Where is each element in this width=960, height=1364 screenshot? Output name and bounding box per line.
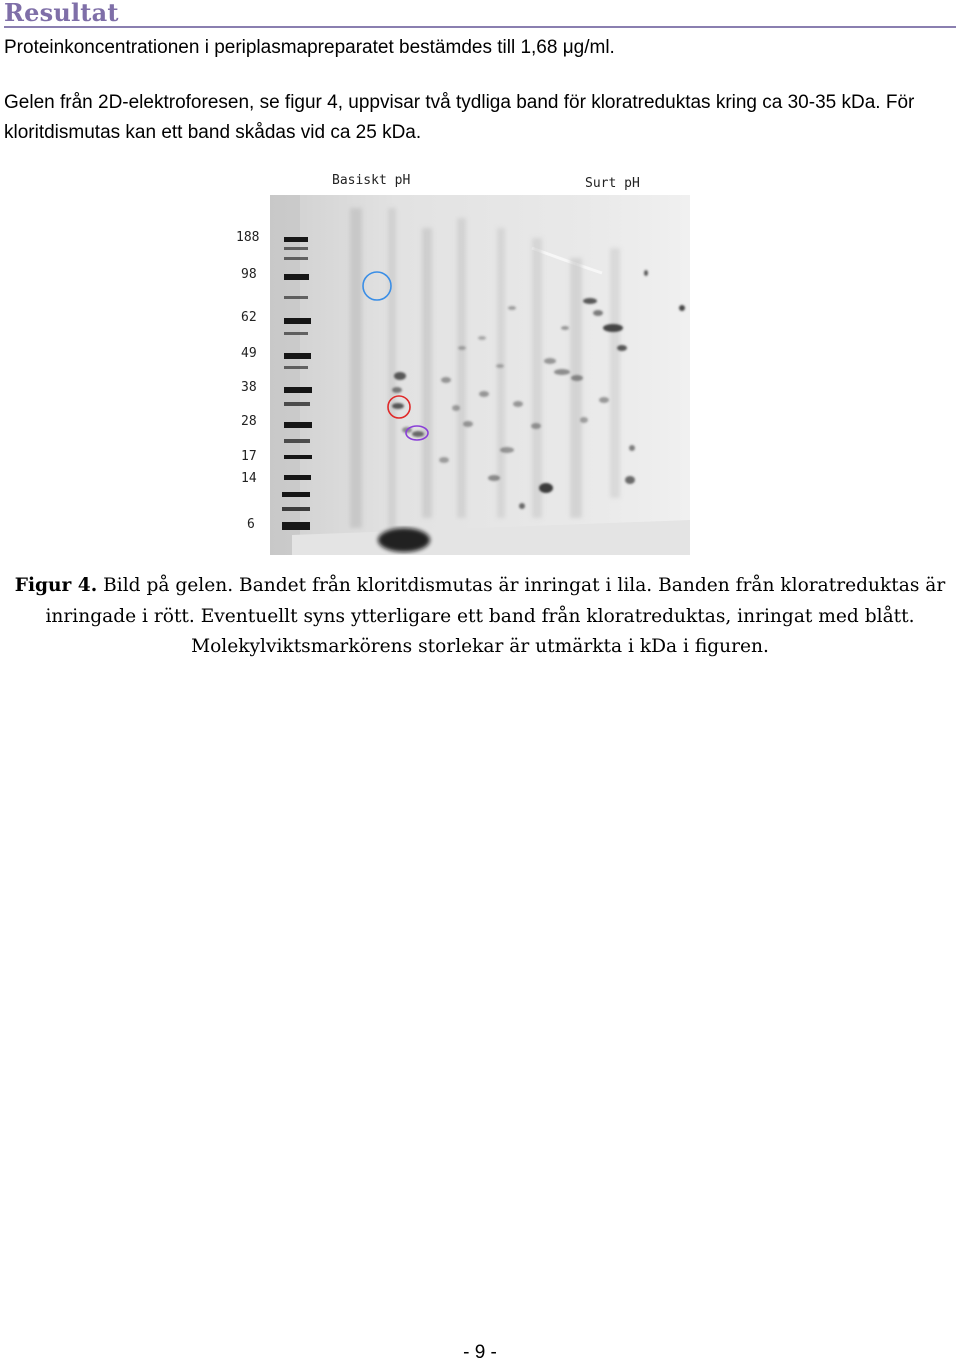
caption-label: Figur 4. — [14, 575, 98, 596]
marker-label: 14 — [241, 471, 257, 486]
gel-image — [232, 168, 692, 558]
caption-line-1-text: Bild på gelen. Bandet från kloritdismutas är inringat i lila. Banden från kloratreduktas är — [97, 575, 946, 596]
gel-figure — [232, 168, 692, 558]
figure-caption — [0, 571, 960, 663]
acid-ph-label: Surt pH — [585, 176, 640, 191]
marker-label: 62 — [241, 310, 257, 325]
marker-label: 38 — [241, 380, 257, 395]
caption-line-2: inringade i rött. Eventuellt syns ytterligare ett band från kloratreduktas, inringat med blått. — [45, 605, 915, 627]
marker-label: 6 — [247, 517, 255, 532]
marker-label: 98 — [241, 267, 257, 282]
caption-line-1 — [0, 571, 960, 602]
marker-label: 28 — [241, 414, 257, 429]
marker-label: 188 — [236, 230, 260, 245]
caption-line-3: Molekylviktsmarkörens storlekar är utmärkta i kDa i figuren. — [191, 636, 769, 657]
marker-label: 49 — [241, 346, 257, 361]
page-number: - 9 - — [463, 1342, 497, 1363]
basic-ph-label: Basiskt pH — [332, 173, 411, 188]
gel-background — [270, 195, 690, 555]
paragraph-protein-concentration: Proteinkoncentrationen i periplasmapreparatet bestämdes till 1,68 μg/ml. — [4, 37, 615, 58]
paragraph-gel-description: Gelen från 2D-elektroforesen, se figur 4, uppvisar två tydliga band för kloratreduktas kring ca 30-35 kDa. För kloritdismutas kan ett band skådas vid ca 25 kDa. — [4, 92, 915, 143]
marker-label: 17 — [241, 449, 257, 464]
section-heading — [4, 0, 956, 28]
heading-text: Resultat — [4, 0, 119, 27]
